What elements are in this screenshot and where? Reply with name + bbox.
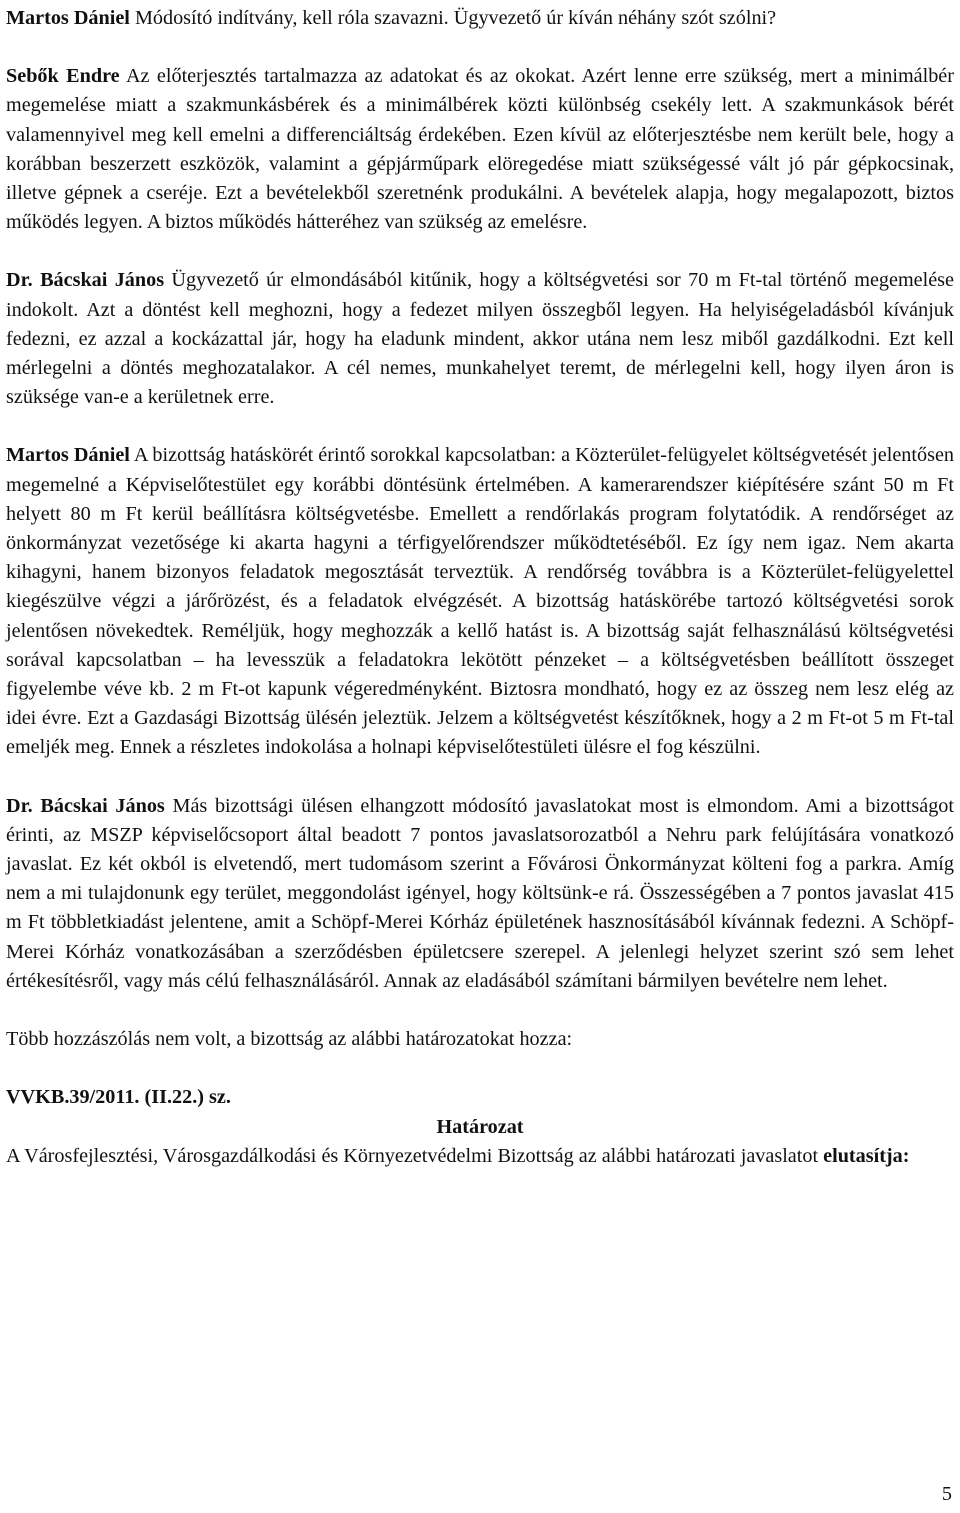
paragraph-text: Az előterjesztés tartalmazza az adatokat és az okokat. Azért lenne erre szükség, mert a minimálbér megemelése miatt a szakmunkásbérek és a minimálbérek közti különbség csekély lett. A szakmunkások bérét valamennyivel meg kell emelni a differenciáltság érdekében. Ezen kívül az előterjesztésbe nem került bele, hogy a korábban beszerzett eszközök, valamint a gépjárműpark elöregedése miatt szükségessé vált jó pár gépkocsinak, illetve gépnek a cseréje. Ezt a bevételekből szeretnénk produkálni. A bevételek alapja, hogy megalapozott, biztos működés legyen. A biztos működés hátteréhez van szükség az emelésre.: [6, 65, 954, 234]
paragraph-2: [6, 62, 954, 237]
paragraph-text: Módosító indítvány, kell róla szavazni. Ügyvezető úr kíván néhány szót szólni?: [129, 7, 777, 29]
document-page: [6, 0, 954, 1171]
resolution-text: [6, 1142, 954, 1171]
speaker-name: Martos Dániel: [6, 444, 130, 467]
speaker-name: Dr. Bácskai János: [6, 269, 165, 292]
paragraph-5: [6, 792, 954, 996]
paragraph-1: [6, 4, 954, 33]
paragraph-text: A bizottság hatáskörét érintő sorokkal kapcsolatban: a Közterület-felügyelet költségvetését jelentősen megemelné a Képviselőtestület egy korábbi döntésünk értelmében. A kamerarendszer kiépítésére szánt 50 m Ft helyett 80 m Ft kerül beállításra költségvetésbe. Emellett a rendőrlakás program folytatódik. A rendőrséget az önkormányzat vezetősége ki akarta hagyni a térfigyelőrendszer működtetéséből. Ez így nem igaz. Nem akarta kihagyni, hanem bizonyos feladatok megosztását terveztük. A rendőrség továbbra is a Közterület-felügyelettel kiegészülve végzi a járőrözést, és a feladatok elvégzését. A bizottság hatáskörébe tartozó költségvetési sorok jelentősen növekedtek. Reméljük, hogy meghozzák a kellő hatást is. A bizottság saját felhasználású költségvetési sorával kapcsolatban – ha levesszük a feladatokra lekötött pénzeket – a költségvetésben beállított összeget figyelembe véve kb. 2 m Ft-ot kapunk végeredményként. Biztosra mondható, hogy ez az összeg nem lesz elég az idei évre. Ezt a Gazdasági Bizottság ülésén jeleztük. Jelzem a költségvetést készítőknek, hogy a 2 m Ft-ot 5 m Ft-tal emeljék meg. Ennek a részletes indokolása a holnapi képviselőtestületi ülésre el fog készülni.: [6, 444, 955, 759]
resolution-verdict: elutasítja:: [823, 1144, 910, 1167]
paragraph-text: Más bizottsági ülésen elhangzott módosító javaslatokat most is elmondom. Ami a bizottságot érinti, az MSZP képviselőcsoport által beadott 7 pontos javaslatsorozatból a Nehru park felújítására vonatkozó javaslat. Ez két okból is elvetendő, mert tudomásom szerint a Fővárosi Önkormányzat költeni fog a parkra. Amíg nem a mi tulajdonunk egy terület, meggondolást igényel, hogy költsünk-e rá. Összességében a 7 pontos javaslat 415 m Ft többletkiadást jelentene, amit a Schöpf-Merei Kórház épületének hasznosításából kívánnak fedezni. A Schöpf-Merei Kórház vonatkozásában a szerződésben épületcsere szerepel. A jelenlegi helyzet szerint szó sem lehet értékesítésről, vagy más célú felhasználásáról. Annak az eladásából számítani bármilyen bevételre nem lehet.: [6, 794, 955, 992]
resolution-body: A Városfejlesztési, Városgazdálkodási és Környezetvédelmi Bizottság az alábbi határozati javaslatot: [6, 1144, 824, 1167]
paragraph-4: [6, 441, 954, 762]
paragraph-3: [6, 266, 954, 412]
resolution-number: VVKB.39/2011. (II.22.) sz.: [6, 1086, 231, 1109]
closing-text: Több hozzászólás nem volt, a bizottság az alábbi határozatokat hozza:: [6, 1028, 573, 1051]
speaker-name: Dr. Bácskai János: [6, 794, 165, 817]
resolution-title: Határozat: [436, 1115, 524, 1138]
page-number: 5: [941, 1483, 952, 1505]
paragraph-text: Ügyvezető úr elmondásából kitűnik, hogy a költségvetési sor 70 m Ft-tal történő megemelése indokolt. Azt a döntést kell meghozni, hogy a fedezet milyen összegből legyen. Ha helyiségeladásból kívánjuk fedezni, ez azzal a kockázattal jár, hogy ha eladunk mindent, akkor utána nem lesz miből gazdálkodni. Ezt kell mérlegelni a döntés meghozatalakor. A cél nemes, munkahelyet teremt, de mérlegelni kell, hogy ilyen áron is szüksége van-e a kerületnek erre.: [6, 269, 954, 409]
speaker-name: Martos Dániel: [6, 7, 130, 29]
speaker-name: Sebők Endre: [6, 65, 120, 88]
